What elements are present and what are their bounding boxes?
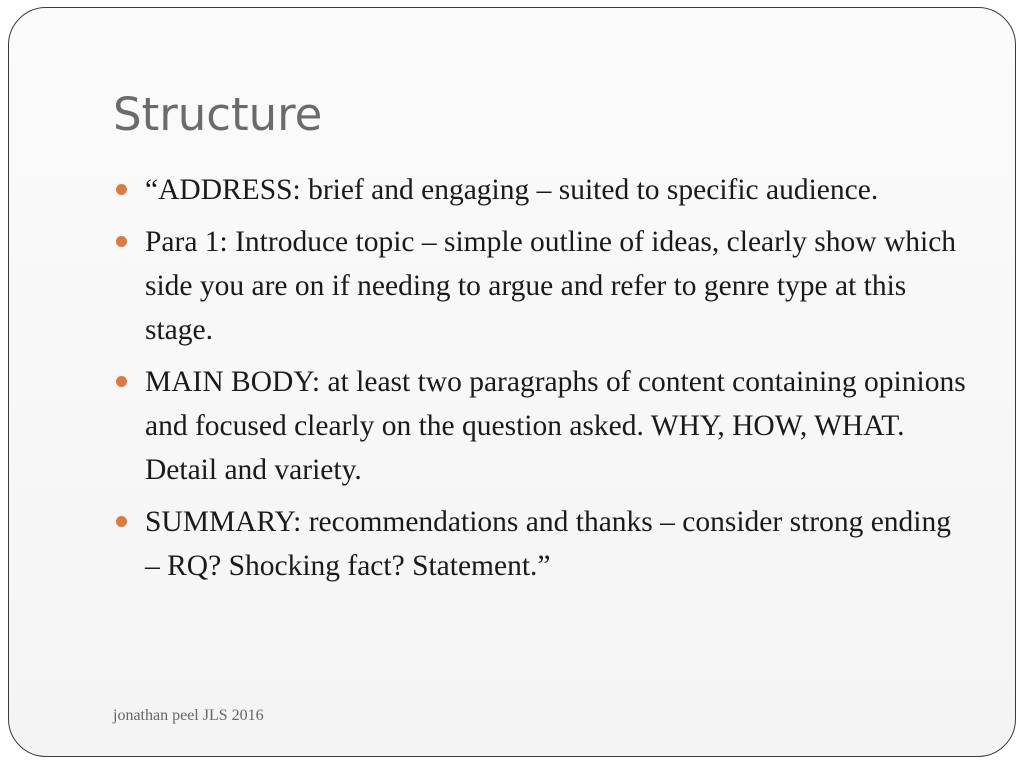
bullet-dot-icon bbox=[116, 184, 127, 195]
slide-frame bbox=[8, 7, 1016, 757]
bullet-list bbox=[113, 168, 973, 596]
slide-footer: jonathan peel JLS 2016 bbox=[113, 707, 264, 724]
bullet-text: MAIN BODY: at least two paragraphs of content containing opinions and focused clearly on the question asked. WHY, HOW, WHAT. Detail and variety. bbox=[145, 366, 966, 486]
bullet-text: Para 1: Introduce topic – simple outline of ideas, clearly show which side you are on if needing to argue and refer to genre type at this stage. bbox=[145, 226, 957, 346]
bullet-dot-icon bbox=[116, 516, 127, 527]
slide-title: Structure bbox=[113, 88, 323, 141]
bullet-item-para-1 bbox=[113, 220, 973, 352]
bullet-text: SUMMARY: recommendations and thanks – consider strong ending – RQ? Shocking fact? Statement.” bbox=[145, 506, 951, 582]
bullet-text: “ADDRESS: brief and engaging – suited to specific audience. bbox=[145, 174, 879, 206]
bullet-dot-icon bbox=[116, 236, 127, 247]
bullet-item-summary bbox=[113, 500, 973, 588]
bullet-item-address bbox=[113, 168, 973, 212]
bullet-item-main-body bbox=[113, 360, 973, 492]
bullet-dot-icon bbox=[116, 376, 127, 387]
